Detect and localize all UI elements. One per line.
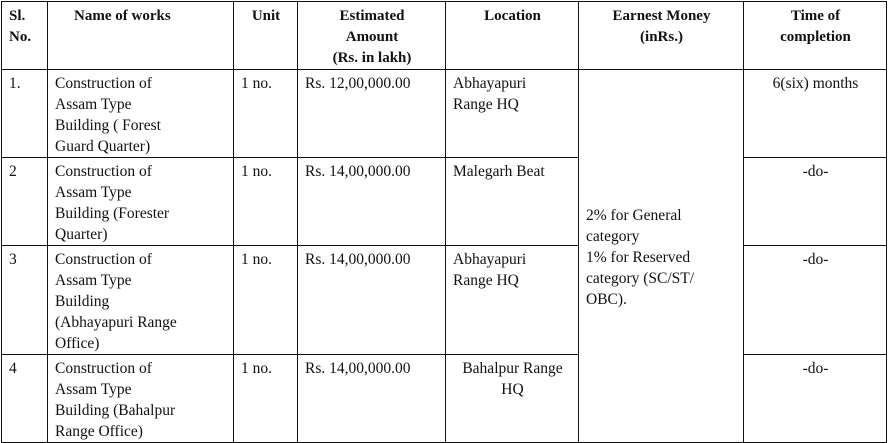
row-location (446, 70, 579, 158)
work-line: Building (Bahalpur (55, 402, 176, 419)
header-time-line-2: completion (780, 29, 851, 45)
table-row (2, 246, 887, 355)
location-line: Range HQ (453, 96, 519, 113)
table-row (2, 70, 887, 158)
row-amount: Rs. 14,00,000.00 (298, 158, 446, 246)
work-line: Assam Type (55, 381, 132, 398)
header-earnest-line-1: Earnest Money (612, 8, 711, 24)
work-line: Office) (55, 335, 100, 352)
earnest-line: category (586, 228, 640, 245)
earnest-line: OBC). (586, 291, 627, 308)
row-amount: Rs. 12,00,000.00 (298, 70, 446, 158)
earnest-money-cell (579, 70, 744, 443)
work-line: Construction of (55, 251, 152, 268)
work-line: Building ( Forest (55, 117, 161, 134)
row-amount: Rs. 14,00,000.00 (298, 355, 446, 443)
location-line: Range HQ (453, 272, 519, 289)
row-location (446, 355, 579, 443)
header-name-of-works: Name of works (48, 2, 234, 70)
row-location (446, 158, 579, 246)
work-line: Building (Forester (55, 205, 170, 222)
work-line: Construction of (55, 163, 152, 180)
table-row (2, 355, 887, 443)
row-sl-no: 2 (2, 158, 48, 246)
header-sl-line-2: No. (9, 29, 32, 45)
row-unit: 1 no. (234, 158, 298, 246)
header-estimated-amount (298, 2, 446, 70)
header-amount-line-3: (Rs. in lakh) (332, 50, 412, 66)
work-line: Quarter) (55, 226, 108, 243)
header-amount-line-1: Estimated (339, 8, 405, 24)
header-sl-no (2, 2, 48, 70)
header-sl-line-1: Sl. (9, 8, 26, 24)
row-unit: 1 no. (234, 70, 298, 158)
header-earnest-line-2: (inRs.) (640, 29, 683, 45)
location-line: Abhayapuri (453, 75, 527, 92)
work-line: Building (55, 293, 110, 310)
earnest-line: 2% for General (586, 207, 682, 224)
work-line: Construction of (55, 75, 152, 92)
header-location: Location (446, 2, 579, 70)
header-earnest-money (579, 2, 744, 70)
header-row (2, 2, 887, 70)
row-sl-no: 4 (2, 355, 48, 443)
row-name-of-works (48, 355, 234, 443)
work-line: Assam Type (55, 184, 132, 201)
header-time-of-completion (744, 2, 887, 70)
row-location (446, 246, 579, 355)
row-unit: 1 no. (234, 246, 298, 355)
work-line: Assam Type (55, 96, 132, 113)
table-row (2, 158, 887, 246)
row-sl-no: 1. (2, 70, 48, 158)
row-name-of-works (48, 70, 234, 158)
row-unit: 1 no. (234, 355, 298, 443)
work-line: (Abhayapuri Range (55, 314, 177, 331)
earnest-line: 1% for Reserved (586, 249, 691, 266)
row-name-of-works (48, 246, 234, 355)
earnest-line: category (SC/ST/ (586, 270, 695, 287)
header-unit: Unit (234, 2, 298, 70)
location-line: Abhayapuri (453, 251, 527, 268)
work-line: Assam Type (55, 272, 132, 289)
row-sl-no: 3 (2, 246, 48, 355)
header-time-line-1: Time of (790, 8, 841, 24)
row-time-of-completion: 6(six) months (744, 70, 887, 158)
work-line: Guard Quarter) (55, 138, 151, 155)
work-line: Range Office) (55, 423, 143, 440)
location-line: Bahalpur Range (462, 360, 563, 377)
row-name-of-works (48, 158, 234, 246)
header-amount-line-2: Amount (345, 29, 399, 45)
location-line: Malegarh Beat (453, 163, 545, 180)
tender-table (1, 1, 887, 443)
location-line: HQ (501, 381, 524, 398)
row-time-of-completion: -do- (744, 246, 887, 355)
row-amount: Rs. 14,00,000.00 (298, 246, 446, 355)
work-line: Construction of (55, 360, 152, 377)
row-time-of-completion: -do- (744, 158, 887, 246)
row-time-of-completion: -do- (744, 355, 887, 443)
